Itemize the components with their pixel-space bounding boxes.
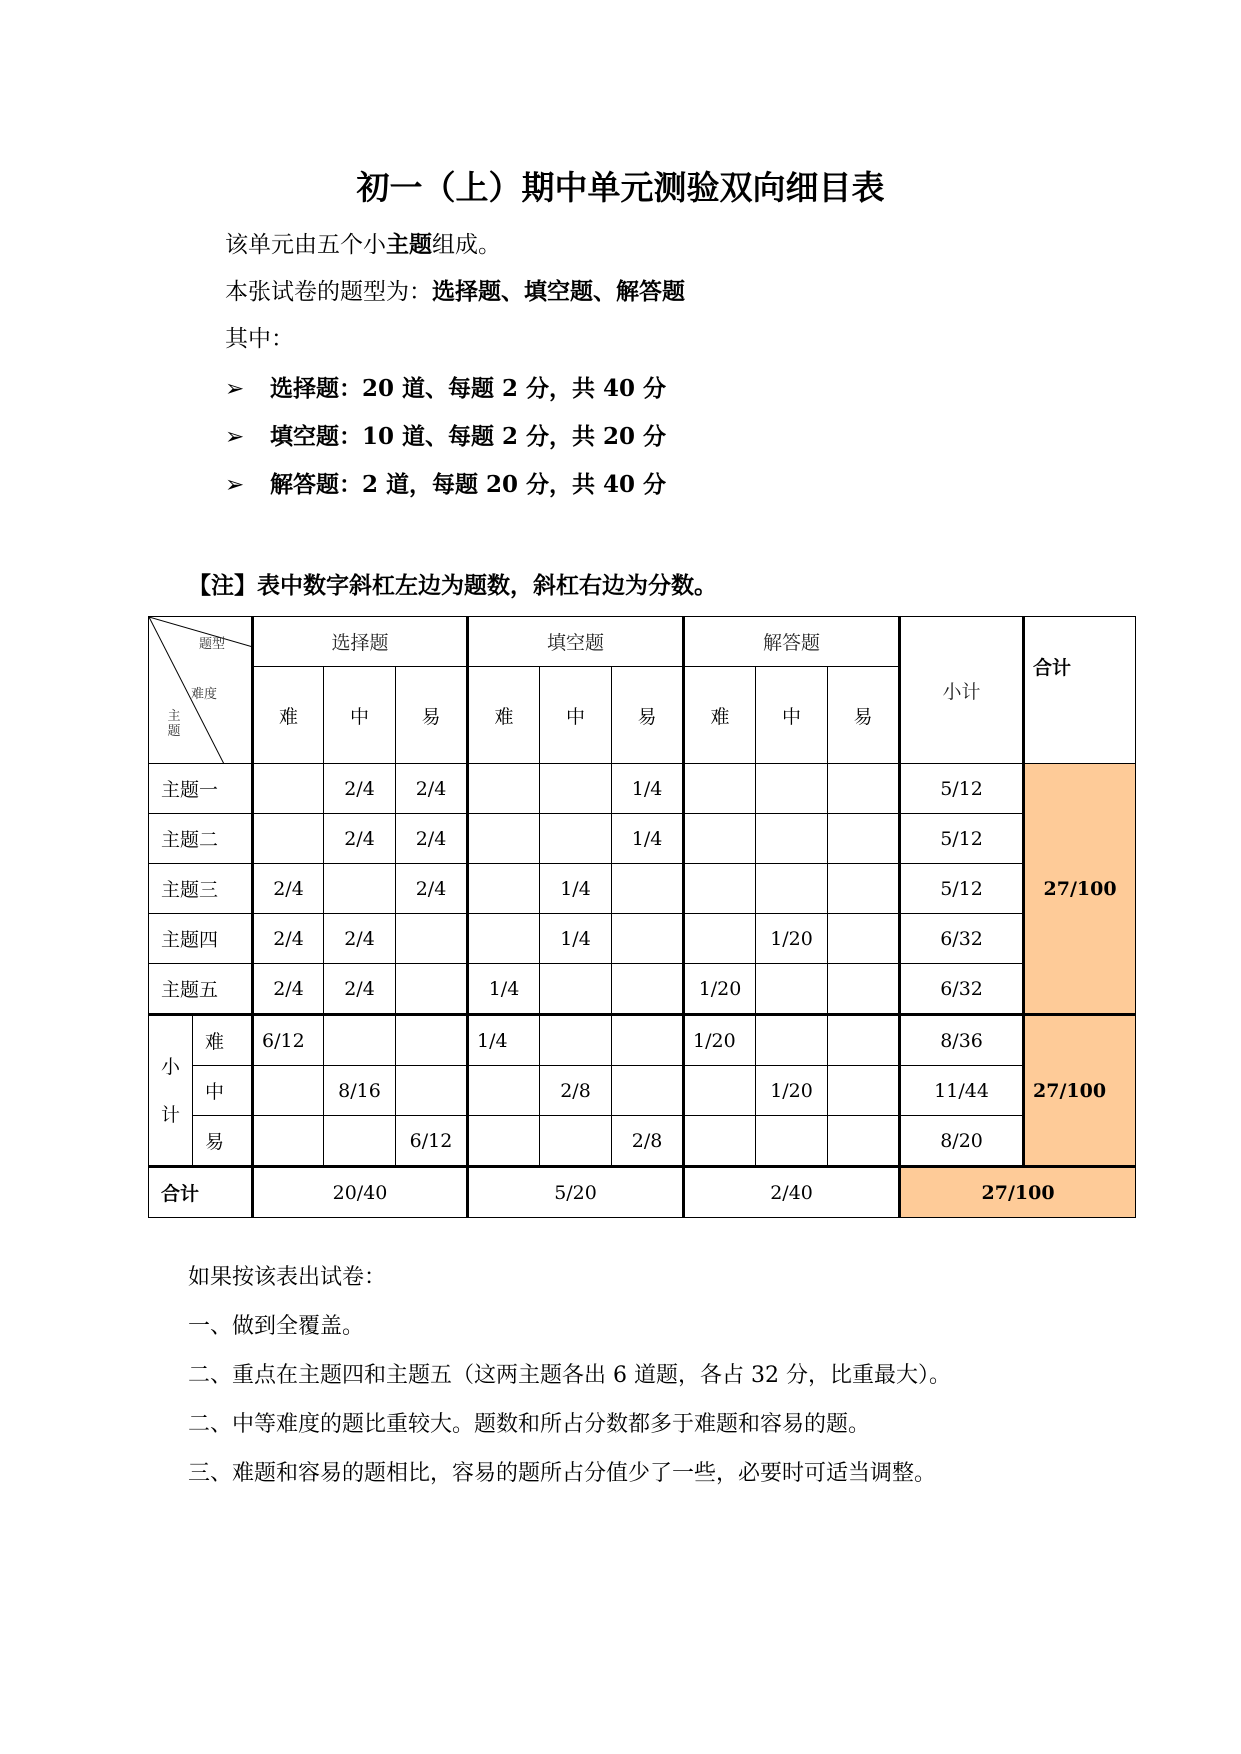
table-cell: 2/4 [396, 814, 468, 864]
table-cell [756, 1116, 828, 1167]
table-cell: 2/4 [253, 964, 324, 1015]
intro-line-2 [225, 273, 685, 306]
table-cell [324, 1116, 396, 1167]
total-header: 合计 [1024, 617, 1136, 764]
group-total: 2/40 [684, 1167, 900, 1218]
subtotal-group-text: 小计 [160, 1055, 180, 1126]
table-row [149, 1066, 1136, 1116]
bullet-item [225, 370, 666, 403]
table-cell: 1/20 [684, 964, 756, 1015]
total-row [149, 1167, 1136, 1218]
corner-topic-label: 主题 [167, 709, 181, 739]
row-subtotal: 5/12 [900, 814, 1024, 864]
table-cell: 1/4 [540, 914, 612, 964]
table-cell: 6/12 [253, 1015, 324, 1066]
intro-text: 该单元由五个小 [225, 232, 386, 258]
table-cell [828, 964, 900, 1015]
row-subtotal: 11/44 [900, 1066, 1024, 1116]
table-cell: 2/8 [540, 1066, 612, 1116]
table-cell [396, 1015, 468, 1066]
row-subtotal: 5/12 [900, 764, 1024, 814]
table-cell [468, 1066, 540, 1116]
bullet-item [225, 466, 666, 499]
table-cell: 1/4 [540, 864, 612, 914]
table-cell [828, 914, 900, 964]
table-cell: 2/4 [324, 914, 396, 964]
difficulty-label: 难 [193, 1015, 253, 1066]
table-cell [468, 1116, 540, 1167]
group-header-answer: 解答题 [684, 617, 900, 667]
conclusion-intro: 如果按该表出试卷： [188, 1265, 387, 1290]
table-cell [540, 814, 612, 864]
group-header-fill: 填空题 [468, 617, 684, 667]
difficulty-label: 中 [193, 1066, 253, 1116]
row-subtotal: 6/32 [900, 914, 1024, 964]
level-header: 中 [756, 667, 828, 764]
arrow-bullet-icon: ➢ [225, 376, 245, 402]
corner-header-cell [149, 617, 253, 764]
topic-label: 主题四 [149, 914, 253, 964]
table-cell: 2/4 [396, 764, 468, 814]
conclusion-item: 二、重点在主题四和主题五（这两主题各出 6 道题，各占 32 分，比重最大）。 [188, 1363, 951, 1388]
table-cell [253, 1116, 324, 1167]
table-cell: 2/4 [253, 914, 324, 964]
table-cell [828, 1015, 900, 1066]
specification-table [148, 616, 1136, 1218]
grand-total-cell: 27/100 [900, 1167, 1136, 1218]
table-cell [468, 864, 540, 914]
table-cell: 1/4 [612, 764, 684, 814]
level-header: 中 [324, 667, 396, 764]
level-header: 中 [540, 667, 612, 764]
table-cell: 2/4 [396, 864, 468, 914]
level-header: 难 [684, 667, 756, 764]
table-cell [468, 814, 540, 864]
table-cell [396, 914, 468, 964]
question-types: 选择题、填空题、解答题 [432, 279, 685, 305]
table-cell [540, 1015, 612, 1066]
table-cell [756, 964, 828, 1015]
group-total: 20/40 [253, 1167, 468, 1218]
table-cell: 2/4 [324, 964, 396, 1015]
table-cell: 6/12 [396, 1116, 468, 1167]
level-header: 难 [253, 667, 324, 764]
intro-bold-text: 主题 [386, 231, 432, 258]
table-cell: 8/16 [324, 1066, 396, 1116]
table-cell [828, 764, 900, 814]
table-cell [828, 1066, 900, 1116]
bullet-text: 解答题：2 道，每题 20 分，共 40 分 [270, 471, 667, 498]
total-row-label: 合计 [149, 1167, 253, 1218]
table-cell: 1/4 [468, 964, 540, 1015]
table-cell [324, 864, 396, 914]
corner-type-label: 题型 [199, 637, 226, 652]
table-cell [253, 764, 324, 814]
group-total: 5/20 [468, 1167, 684, 1218]
table-cell [756, 764, 828, 814]
table-cell [684, 864, 756, 914]
level-total-cell: 27/100 [1024, 1015, 1136, 1167]
table-cell [540, 964, 612, 1015]
arrow-bullet-icon: ➢ [225, 472, 245, 498]
group-header-choice: 选择题 [253, 617, 468, 667]
difficulty-rows [149, 1015, 1136, 1167]
table-note: 【注】表中数字斜杠左边为题数，斜杠右边为分数。 [188, 573, 717, 599]
table-cell [468, 764, 540, 814]
table-cell [540, 764, 612, 814]
bullet-text: 选择题：20 道、每题 2 分，共 40 分 [270, 375, 667, 402]
topic-label: 主题五 [149, 964, 253, 1015]
intro-line-3: 其中： [225, 326, 294, 352]
level-header: 难 [468, 667, 540, 764]
table-cell: 1/20 [684, 1015, 756, 1066]
topic-label: 主题二 [149, 814, 253, 864]
arrow-bullet-icon: ➢ [225, 424, 245, 450]
table-row [149, 964, 1136, 1015]
table-cell [756, 814, 828, 864]
level-header: 易 [612, 667, 684, 764]
table-cell [612, 1066, 684, 1116]
table-cell [612, 914, 684, 964]
table-cell [684, 914, 756, 964]
table-cell [756, 864, 828, 914]
table-cell: 1/4 [612, 814, 684, 864]
topic-rows [149, 764, 1136, 1015]
total-rows [149, 1167, 1136, 1218]
table-cell [253, 1066, 324, 1116]
table-row [149, 914, 1136, 964]
intro-text: 组成。 [432, 232, 501, 258]
bullet-item [225, 418, 666, 451]
table-cell: 2/4 [324, 764, 396, 814]
row-subtotal: 5/12 [900, 864, 1024, 914]
table-cell: 1/20 [756, 1066, 828, 1116]
table-cell: 2/4 [324, 814, 396, 864]
row-subtotal: 6/32 [900, 964, 1024, 1015]
page-title: 初一（上）期中单元测验双向细目表 [356, 168, 885, 207]
table-cell [684, 814, 756, 864]
row-subtotal: 8/36 [900, 1015, 1024, 1066]
table-row [149, 864, 1136, 914]
table-cell [828, 864, 900, 914]
table-cell [540, 1116, 612, 1167]
subtotal-header: 小计 [900, 617, 1024, 764]
header-row-1 [149, 617, 1136, 667]
topic-total-cell: 27/100 [1024, 764, 1136, 1015]
table-cell [612, 864, 684, 914]
table-cell [684, 764, 756, 814]
table-row [149, 814, 1136, 864]
table-cell: 1/20 [756, 914, 828, 964]
table-cell [324, 1015, 396, 1066]
table-row [149, 1116, 1136, 1167]
conclusion-item: 三、难题和容易的题相比，容易的题所占分值少了一些，必要时可适当调整。 [188, 1461, 937, 1486]
topic-label: 主题三 [149, 864, 253, 914]
intro-text: 本张试卷的题型为： [225, 279, 432, 305]
level-header: 易 [828, 667, 900, 764]
table-cell [253, 814, 324, 864]
table-cell [756, 1015, 828, 1066]
table-cell [396, 1066, 468, 1116]
table-cell [828, 1116, 900, 1167]
table-row [149, 1015, 1136, 1066]
table-cell: 2/4 [253, 864, 324, 914]
topic-label: 主题一 [149, 764, 253, 814]
subtotal-group-label [149, 1015, 193, 1167]
bullet-text: 填空题：10 道、每题 2 分，共 20 分 [270, 423, 667, 450]
table-cell [612, 1015, 684, 1066]
corner-difficulty-label: 难度 [191, 687, 218, 702]
table-cell [684, 1116, 756, 1167]
table-cell: 1/4 [468, 1015, 540, 1066]
conclusion-item: 一、做到全覆盖。 [188, 1314, 365, 1339]
table-cell [684, 1066, 756, 1116]
row-subtotal: 8/20 [900, 1116, 1024, 1167]
table-cell [828, 814, 900, 864]
table-row [149, 764, 1136, 814]
table-cell [468, 914, 540, 964]
table-cell [396, 964, 468, 1015]
level-header: 易 [396, 667, 468, 764]
intro-line-1 [225, 226, 501, 259]
difficulty-label: 易 [193, 1116, 253, 1167]
conclusion-item: 二、中等难度的题比重较大。题数和所占分数都多于难题和容易的题。 [188, 1412, 871, 1437]
table-cell: 2/8 [612, 1116, 684, 1167]
table-cell [612, 964, 684, 1015]
